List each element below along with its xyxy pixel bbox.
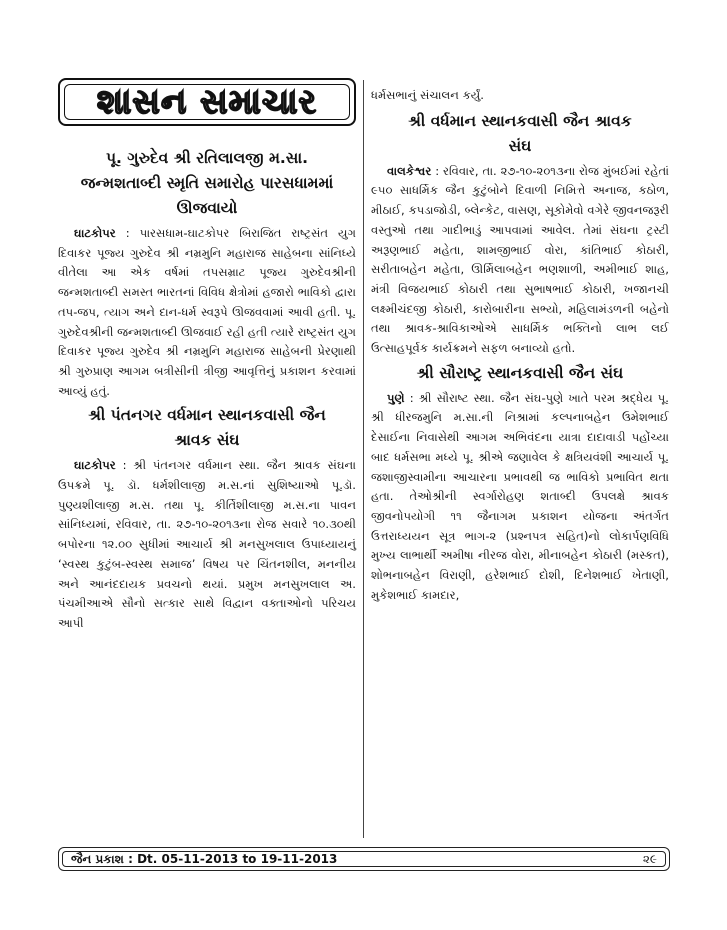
article-heading: શ્રી વર્ધમાન સ્થાનકવાસી જૈન શ્રાવક સંઘ [408, 111, 632, 155]
section-masthead [58, 78, 356, 126]
article-text: : શ્રી પંતનગર વર્ધમાન સ્થા. જૈન શ્રાવક સંઘના ઉપક્રમે પૂ. ડૉ. ધર્મશીલાજી મ.સ.નાં સુશિષ્યાઓ પૂ.ડૉ. પુણ્યશીલાજી મ.સ. તથા પૂ. કીર્તિશીલાજી મ.સ.ના પાવન સાંનિધ્યમાં, રવિવાર, તા. ૨૭-૧૦-૨૦૧૩ના રોજ સવારે ૧૦.૩૦થી બપોરના ૧૨.૦૦ સુધીમાં આચાર્ય શ્રી મનસુખલાલ ઉપાધ્યાયનું ‘સ્વસ્થ કુટુંબ-સ્વસ્થ સમાજ’ વિષય પર ચિંતનશીલ, મનનીય અને આનંદદાયક પ્રવચનો થયાં. પ્રમુખ મનસુખલાલ અ. પંચમીઆએ સૌનો સત્કાર સાથે વિદ્વાન વક્તાઓનો પરિચય આપી [58, 458, 356, 630]
article-heading: શ્રી પંતનગર વર્ધમાન સ્થાનકવાસી જૈન શ્રાવક સંઘ [88, 406, 326, 450]
article-body [58, 224, 356, 401]
page-number: ૨૯ [642, 851, 657, 866]
left-column [58, 78, 356, 634]
article-body [58, 456, 356, 633]
dateline-place: વાલકેશ્વર [387, 163, 432, 178]
dateline-place: પુણે [387, 390, 405, 405]
right-column [371, 86, 669, 605]
page-footer [58, 847, 670, 871]
dateline-place: ઘાટકોપર [74, 458, 116, 473]
article-body [371, 162, 669, 359]
article-text: : પારસધામ-ઘાટકોપર બિરાજિત રાષ્ટ્રસંત યુગ દિવાકર પૂજ્ય ગુરુદેવ શ્રી નમ્રમુનિ મહારાજ સાહેબના સાંનિધ્યે વીતેલા આ એક વર્ષમાં તપસમ્રાટ પૂજ્ય ગુરુદેવશ્રીની જન્મશતાબ્દી સમસ્ત ભારતનાં વિવિધ ક્ષેત્રોમાં હજારો ભાવિકો દ્વારા તપ-જપ, ત્યાગ અને દાન-ધર્મ સ્વરૂપે ઊજવવામાં આવી હતી. પૂ. ગુરુદેવશ્રીની જન્મશતાબ્દી ઊજવાઈ રહી હતી ત્યારે રાષ્ટ્રસંત યુગ દિવાકર પૂજ્ય ગુરુદેવ શ્રી નમ્રમુનિ મહારાજ સાહેબની પ્રેરણાથી શ્રી ગુરુપ્રાણ આગમ બત્રીસીની ત્રીજી આવૃત્તિનું પ્રકાશન કરવામાં આવ્યું હતું. [58, 226, 356, 398]
article-body [371, 389, 669, 606]
article-heading: પૂ. ગુરુદેવ શ્રી રતિલાલજી મ.સા. જન્મશતાબ્દી સ્મૃતિ સમારોહ પારસધામમાં ઊજવાયો [80, 149, 334, 217]
column-divider [363, 80, 364, 838]
publication-line: જૈન પ્રકાશ : Dt. 05-11-2013 to 19-11-2013 [71, 851, 338, 866]
masthead-title: શાસન સમાચાર [96, 82, 318, 122]
dateline-place: ઘાટકોપર [74, 226, 116, 240]
continued-text: ધર્મસભાનું સંચાલન કર્યું. [371, 88, 484, 102]
article-heading: શ્રી સૌરાષ્ટ્ર સ્થાનકવાસી જૈન સંઘ [416, 363, 624, 382]
article-text: : શ્રી સૌરાષ્ટ સ્થા. જૈન સંઘ-પુણે ખાતે પરમ શ્રદ્ધેય પૂ. શ્રી ધીરજમુનિ મ.સા.ની નિશ્રામાં કલ્પનાબહેન ઉમેશભાઈ દેસાઈના નિવાસેથી આગમ અભિવંદના યાત્રા દાદાવાડી પહોંચ્યા બાદ ધર્મસભા મધ્યે પૂ. શ્રીએ જણાવેલ કે ક્ષત્રિયવંશી આચાર્ય પૂ. જશાજીસ્વામીના આચારના પ્રભાવથી જ ભાવિકો પ્રભાવિત થતા હતા. તેઓશ્રીની સ્વર્ગારોહણ શતાબ્દી ઉપલક્ષે શ્રાવક જીવનોપયોગી ૧૧ જૈનાગમ પ્રકાશન યોજના અંતર્ગત ઉત્તરાધ્યયન સૂત્ર ભાગ-૨ (પ્રશ્નપત્ર સહિત)નો લોકાર્પણવિધિ મુખ્ય લાભાર્થી અમીષા નીરજ વોરા, મીનાબહેન કોઠારી (મસ્કત), શોભનાબહેન વિરાણી, હરેશભાઈ દોશી, દિનેશભાઈ ખેતાણી, મુકેશભાઈ કામદાર, [371, 390, 669, 602]
article-text: : રવિવાર, તા. ૨૭-૧૦-૨૦૧૩ના રોજ મુંબઈમાં રહેતાં ૯૫૦ સાધર્મિક જૈન કુટુંબોને દિવાળી નિમિત્તે અનાજ, કઠોળ, મીઠાઈ, કપડાજોડી, બ્લેન્કેટ, વાસણ, સૂકોમેવો વગેરે જીવનજરૂરી વસ્તુઓ તથા ગાદીભાડું આપવામાં આવેલ. તેમાં સંઘના ટ્રસ્ટી અરૂણભાઈ મહેતા, શામજીભાઈ વોરા, કાંતિભાઈ કોઠારી, સરીતાબહેન મહેતા, ઊર્મિલાબહેન ભણશાળી, અમીભાઈ શાહ, મંત્રી વિજયભાઈ કોઠારી તથા સુભાષભાઈ કોઠારી, ખજાનચી લક્ષ્મીચંદજી કોઠારી, કારોબારીના સભ્યો, મહિલામંડળની બહેનો તથા શ્રાવક-શ્રાવિકાઓએ સાધર્મિક ભક્તિનો લાભ લઈ ઉત્સાહપૂર્વક કાર્યક્રમને સફળ બનાવ્યો હતો. [371, 163, 669, 356]
